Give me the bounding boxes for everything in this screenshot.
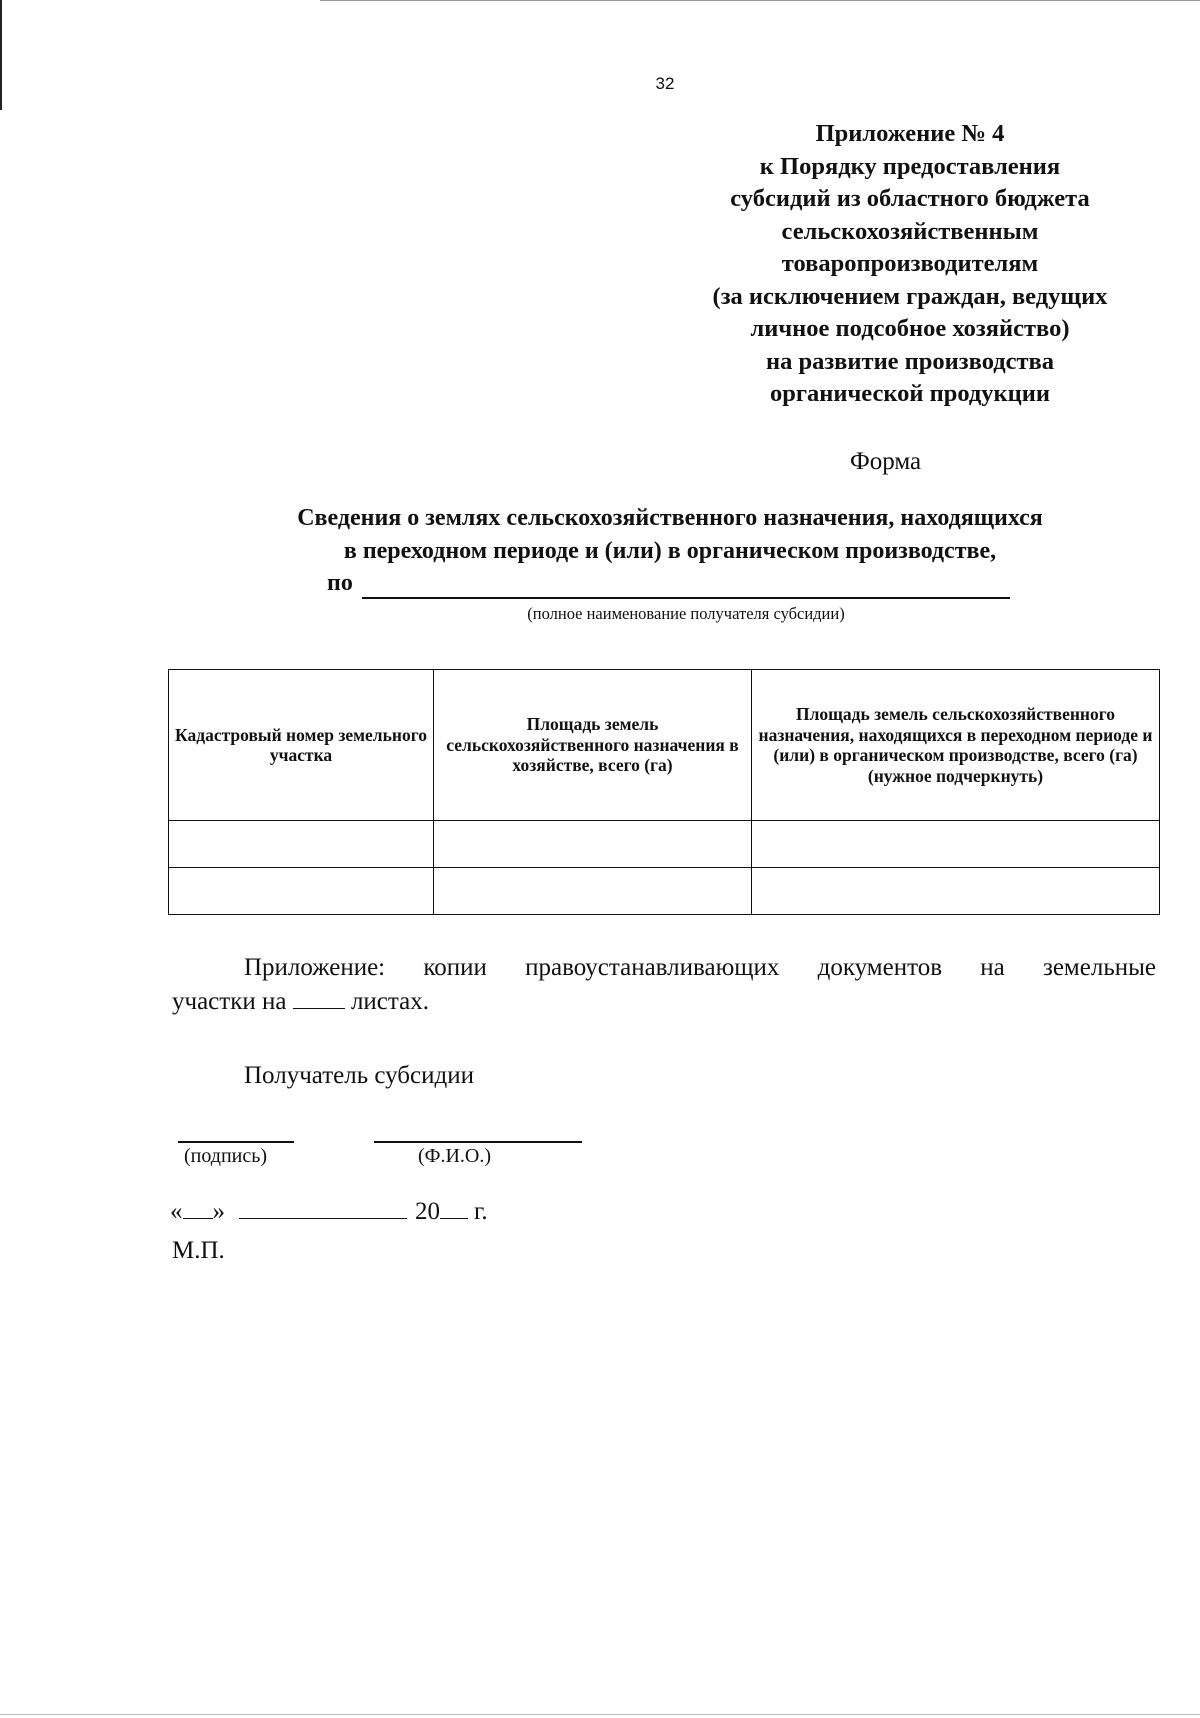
table-cell[interactable] (752, 821, 1160, 868)
appendix-line: органической продукции (769, 380, 1051, 407)
table-cell[interactable] (752, 868, 1160, 915)
date-year-suffix: г. (474, 1198, 488, 1225)
attachment-note (172, 951, 1156, 1019)
appendix-line: к Порядку предоставления (759, 152, 1061, 180)
recipient-name-hint: (полное наименование получателя субсидии) (527, 604, 845, 623)
date-year-field[interactable] (440, 1196, 468, 1219)
date-year-prefix: 20 (415, 1198, 440, 1225)
appendix-line: на развитие производства (765, 347, 1055, 375)
form-label: Форма (850, 448, 922, 475)
appendix-line: Приложение № 4 (815, 120, 1005, 147)
table-cell[interactable] (434, 821, 752, 868)
header-transition-organic-area: Площадь земель сельскохозяйственного назначения, находящихся в переходном периоде и (или) в органическом производстве, всего (га) (нужное подчеркнуть) (752, 670, 1160, 821)
po-label: по (327, 570, 353, 596)
attachment-suffix: листах. (350, 988, 429, 1015)
date-close-quote: » (212, 1198, 225, 1225)
appendix-line: субсидий из областного бюджета (730, 185, 1090, 212)
table-row (169, 868, 1160, 915)
sheet-count-field[interactable] (293, 986, 345, 1009)
full-name-field[interactable] (374, 1141, 582, 1143)
document-title (160, 502, 1180, 568)
table-cell[interactable] (434, 868, 752, 915)
signature-field[interactable] (178, 1141, 294, 1143)
recipient-name-field[interactable] (362, 597, 1010, 599)
date-row (170, 1196, 488, 1226)
full-name-caption: (Ф.И.О.) (418, 1145, 492, 1167)
appendix-line: личное подсобное хозяйство) (750, 315, 1070, 342)
page-number: 32 (655, 74, 675, 93)
attachment-prefix: участки на (172, 988, 287, 1015)
table-cell[interactable] (169, 868, 434, 915)
title-line-1: Сведения о землях сельскохозяйственного назначения, находящихся (297, 505, 1043, 531)
attachment-line-2 (172, 985, 1156, 1019)
table-row (169, 821, 1160, 868)
scan-edge-top (320, 0, 1200, 1)
table-header-row (169, 670, 1160, 821)
stamp-label: М.П. (172, 1237, 225, 1264)
appendix-line: (за исключением граждан, ведущих (712, 282, 1108, 310)
header-cadastral-number: Кадастровый номер земельного участка (169, 670, 434, 821)
recipient-label: Получатель субсидии (244, 1062, 474, 1089)
scan-edge-bottom (0, 1714, 1200, 1715)
signature-caption: (подпись) (184, 1145, 268, 1167)
appendix-header (640, 118, 1180, 411)
title-line-2: в переходном периоде и (или) в органическом производстве, (343, 538, 997, 564)
date-open-quote: « (170, 1198, 183, 1225)
date-month-field[interactable] (239, 1196, 407, 1219)
header-total-area: Площадь земель сельскохозяйственного назначения в хозяйстве, всего (га) (434, 670, 752, 821)
attachment-line-1: Приложение: копии правоустанавливающих документов на земельные (244, 954, 1156, 981)
appendix-line: товаропроизводителям (781, 250, 1039, 277)
land-table (168, 669, 1160, 915)
date-day-field[interactable] (183, 1196, 213, 1219)
table-cell[interactable] (169, 821, 434, 868)
appendix-line: сельскохозяйственным (781, 217, 1039, 245)
scan-edge-left (0, 0, 2, 110)
